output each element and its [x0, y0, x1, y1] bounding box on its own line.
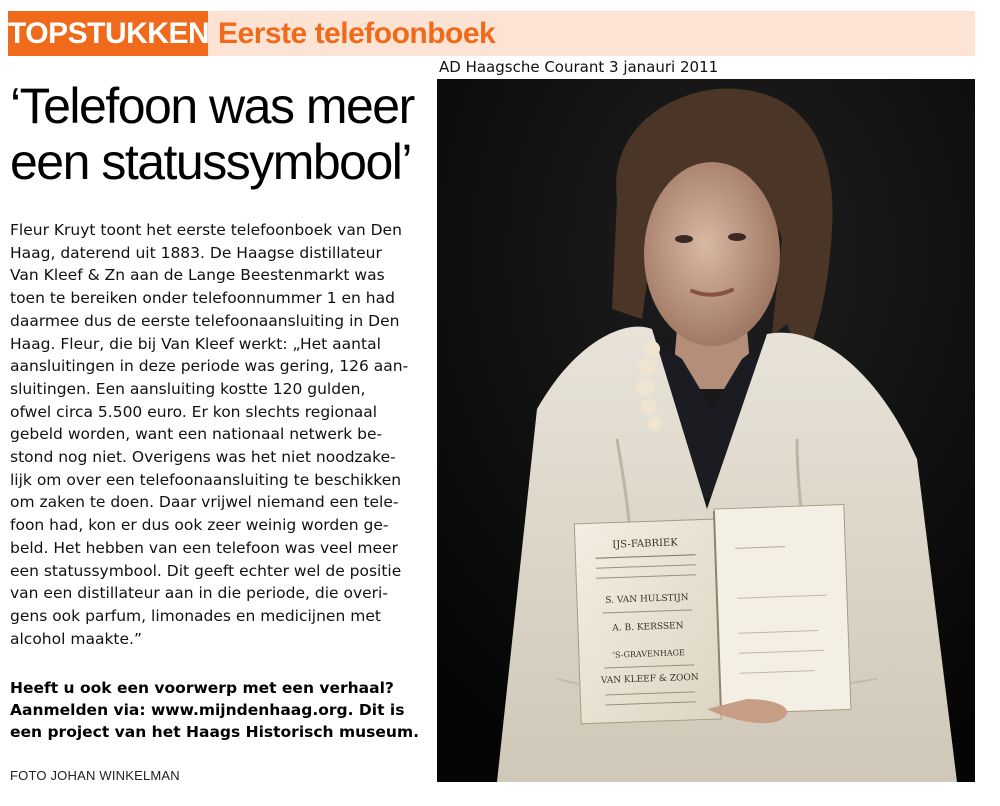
body-line: alcohol maakte.” — [10, 629, 142, 648]
cta-line: een project van het Haags Historisch museum. — [10, 723, 419, 741]
cta-line: Aanmelden via: www.mijndenhaag.org. Dit is — [10, 701, 405, 719]
section-title: Eerste telefoonboek — [218, 17, 496, 50]
body-line: toen te bereiken onder telefoonnummer 1 en had — [10, 289, 395, 308]
body-line: om zaken te doen. Daar vrijwel niemand een tele- — [10, 493, 399, 512]
cta-line: Heeft u ook een voorwerp met een verhaal? — [10, 679, 394, 697]
body-line: sluitingen. Een aansluiting kostte 120 gulden, — [10, 379, 366, 398]
source-line: AD Haagsche Courant 3 janauri 2011 — [439, 58, 719, 76]
body-line: een statussymbool. Dit geeft echter wel de positie — [10, 561, 402, 580]
body-line: Haag, daterend uit 1883. De Haagse distillateur — [10, 243, 382, 262]
body-line: aansluitingen in deze periode was gering, 126 aan- — [10, 357, 409, 376]
book-line: IJS-FABRIEK — [612, 537, 678, 551]
body-line: gens ook parfum, limonades en medicijnen met — [10, 606, 381, 625]
body-line: Van Kleef & Zn aan de Lange Beestenmarkt was — [10, 266, 385, 285]
call-to-action — [10, 677, 430, 743]
body-line: beld. Het hebben van een telefoon was veel meer — [10, 538, 398, 557]
section-tag: TOPSTUKKEN — [8, 11, 208, 56]
body-line: daarmee dus de eerste telefoonaansluiting in Den — [10, 311, 400, 330]
body-line: stond nog niet. Overigens was het niet noodzake- — [10, 448, 396, 467]
body-line: Fleur Kruyt toont het eerste telefoonboek van Den — [10, 221, 402, 239]
book-line: 'S-GRAVENHAGE — [612, 648, 686, 660]
headline: ‘Telefoon was meer een statussymbool’ — [10, 78, 414, 190]
body-line: van een distillateur aan in die periode, die overi- — [10, 584, 388, 603]
body-line: ofwel circa 5.500 euro. Er kon slechts regionaal — [10, 402, 378, 421]
photo-credit: FOTO JOHAN WINKELMAN — [10, 768, 180, 783]
portrait-photo — [437, 79, 975, 782]
body-line: foon had, kon er dus ook zeer weinig worden ge- — [10, 516, 389, 535]
body-line: Haag. Fleur, die bij Van Kleef werkt: „Het aantal — [10, 334, 381, 353]
book-line: A. B. KERSSEN — [612, 621, 684, 634]
body-line: lijk om over een telefoonaansluiting te beschikken — [10, 470, 402, 489]
book-line: VAN KLEEF & ZOON — [600, 672, 699, 687]
article-body — [10, 219, 422, 650]
portrait-illustration — [437, 79, 975, 782]
body-line: gebeld worden, want een nationaal netwerk be- — [10, 425, 383, 444]
book-line: S. VAN HULSTIJN — [605, 592, 689, 606]
